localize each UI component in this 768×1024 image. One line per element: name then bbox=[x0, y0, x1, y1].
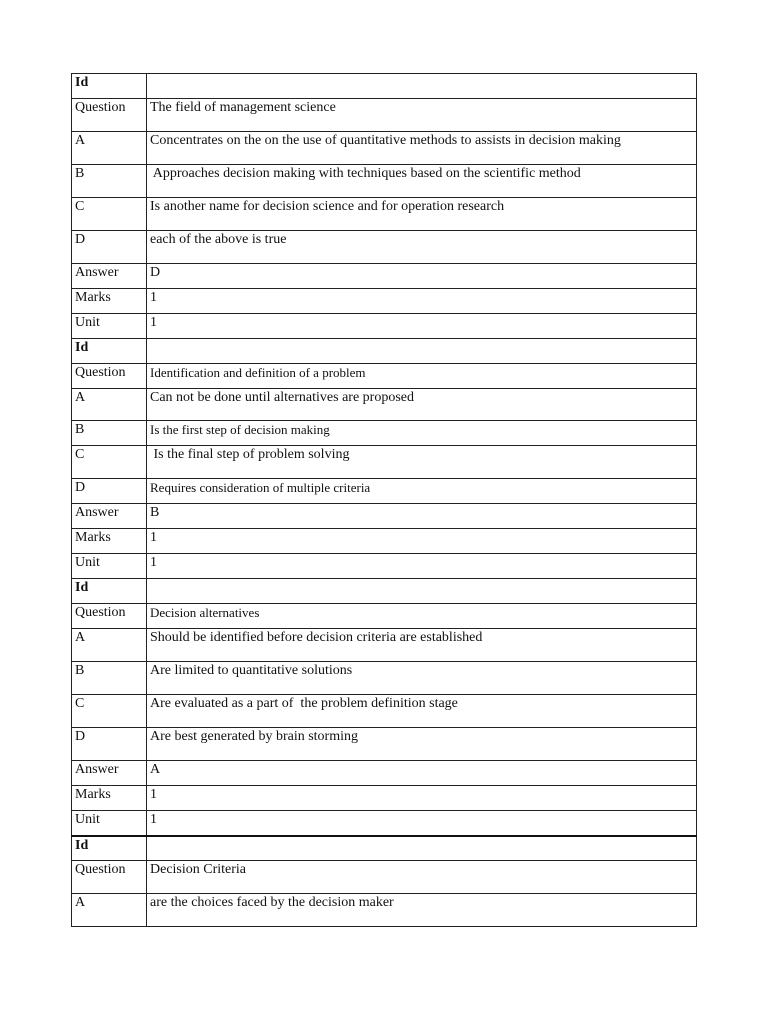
table-row bbox=[72, 289, 697, 314]
table-row bbox=[72, 74, 697, 99]
option-a-text: Should be identified before decision criteria are established bbox=[147, 629, 697, 662]
table-row bbox=[72, 479, 697, 504]
answer-label: Answer bbox=[72, 264, 147, 289]
table-row bbox=[72, 364, 697, 389]
marks-label: Marks bbox=[72, 529, 147, 554]
option-a-text: Can not be done until alternatives are proposed bbox=[147, 389, 697, 421]
table-row bbox=[72, 579, 697, 604]
unit-label: Unit bbox=[72, 554, 147, 579]
marks-label: Marks bbox=[72, 786, 147, 811]
marks-value: 1 bbox=[147, 289, 697, 314]
option-c-label: C bbox=[72, 446, 147, 479]
option-c-label: C bbox=[72, 695, 147, 728]
option-d-text: Requires consideration of multiple criteria bbox=[147, 479, 697, 504]
table-row bbox=[72, 264, 697, 289]
option-c-text: Is another name for decision science and for operation research bbox=[147, 198, 697, 231]
option-b-label: B bbox=[72, 421, 147, 446]
id-label: Id bbox=[72, 74, 147, 99]
table-row bbox=[72, 421, 697, 446]
answer-value: B bbox=[147, 504, 697, 529]
option-d-label: D bbox=[72, 231, 147, 264]
option-b-label: B bbox=[72, 165, 147, 198]
table-row bbox=[72, 894, 697, 927]
question-text: Decision alternatives bbox=[147, 604, 697, 629]
question-text: Decision Criteria bbox=[147, 861, 697, 894]
table-row bbox=[72, 504, 697, 529]
marks-value: 1 bbox=[147, 529, 697, 554]
id-value bbox=[147, 579, 697, 604]
table-row bbox=[72, 695, 697, 728]
table-row bbox=[72, 761, 697, 786]
option-c-label: C bbox=[72, 198, 147, 231]
table-row bbox=[72, 629, 697, 662]
table-row bbox=[72, 389, 697, 421]
marks-label: Marks bbox=[72, 289, 147, 314]
table-row bbox=[72, 99, 697, 132]
option-a-label: A bbox=[72, 389, 147, 421]
table-row bbox=[72, 604, 697, 629]
answer-value: A bbox=[147, 761, 697, 786]
question-label: Question bbox=[72, 99, 147, 132]
option-d-label: D bbox=[72, 728, 147, 761]
option-d-text: Are best generated by brain storming bbox=[147, 728, 697, 761]
option-d-label: D bbox=[72, 479, 147, 504]
table-row bbox=[72, 529, 697, 554]
id-value bbox=[147, 339, 697, 364]
id-label: Id bbox=[72, 836, 147, 861]
table-row bbox=[72, 339, 697, 364]
question-text: The field of management science bbox=[147, 99, 697, 132]
question-text: Identification and definition of a problem bbox=[147, 364, 697, 389]
question-label: Question bbox=[72, 364, 147, 389]
id-label: Id bbox=[72, 579, 147, 604]
question-label: Question bbox=[72, 861, 147, 894]
unit-value: 1 bbox=[147, 554, 697, 579]
table-row bbox=[72, 811, 697, 836]
id-label: Id bbox=[72, 339, 147, 364]
question-label: Question bbox=[72, 604, 147, 629]
option-b-text: Is the first step of decision making bbox=[147, 421, 697, 446]
option-a-label: A bbox=[72, 132, 147, 165]
answer-value: D bbox=[147, 264, 697, 289]
table-row bbox=[72, 786, 697, 811]
id-value bbox=[147, 74, 697, 99]
option-b-text: Are limited to quantitative solutions bbox=[147, 662, 697, 695]
option-a-label: A bbox=[72, 894, 147, 927]
marks-value: 1 bbox=[147, 786, 697, 811]
table-row bbox=[72, 165, 697, 198]
table-row bbox=[72, 132, 697, 165]
question-bank-table bbox=[71, 73, 697, 927]
unit-value: 1 bbox=[147, 811, 697, 836]
option-a-label: A bbox=[72, 629, 147, 662]
answer-label: Answer bbox=[72, 504, 147, 529]
unit-label: Unit bbox=[72, 811, 147, 836]
id-value bbox=[147, 836, 697, 861]
table-row bbox=[72, 231, 697, 264]
table-row bbox=[72, 446, 697, 479]
unit-label: Unit bbox=[72, 314, 147, 339]
table-row bbox=[72, 836, 697, 861]
option-c-text: Are evaluated as a part of the problem definition stage bbox=[147, 695, 697, 728]
unit-value: 1 bbox=[147, 314, 697, 339]
option-a-text: are the choices faced by the decision maker bbox=[147, 894, 697, 927]
table-row bbox=[72, 554, 697, 579]
option-c-text: Is the final step of problem solving bbox=[147, 446, 697, 479]
option-b-text: Approaches decision making with techniques based on the scientific method bbox=[147, 165, 697, 198]
table-row bbox=[72, 198, 697, 231]
option-d-text: each of the above is true bbox=[147, 231, 697, 264]
table-row bbox=[72, 662, 697, 695]
answer-label: Answer bbox=[72, 761, 147, 786]
table-row bbox=[72, 861, 697, 894]
table-row bbox=[72, 314, 697, 339]
table-row bbox=[72, 728, 697, 761]
option-b-label: B bbox=[72, 662, 147, 695]
option-a-text: Concentrates on the on the use of quantitative methods to assists in decision making bbox=[147, 132, 697, 165]
